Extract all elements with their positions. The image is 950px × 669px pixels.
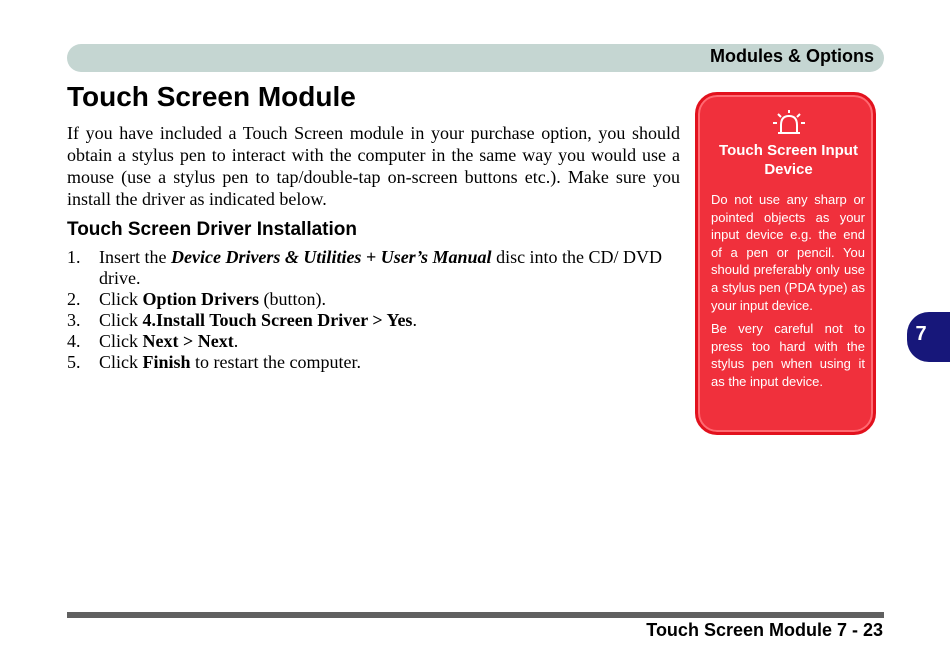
step-item xyxy=(67,352,667,373)
step-item xyxy=(67,310,667,331)
step-number: 1. xyxy=(67,247,81,267)
callout-paragraph: Be very careful not to press too hard with the stylus pen when using it as the input device. xyxy=(711,321,865,389)
step-number: 3. xyxy=(67,310,81,330)
step-item xyxy=(67,289,667,310)
callout-body xyxy=(711,191,865,397)
step-text: Click 4.Install Touch Screen Driver > Yes. xyxy=(99,310,417,330)
callout-paragraph: Do not use any sharp or pointed objects as your input device e.g. the end of a pen or pencil. You should preferably only use a stylus pen (PDA type) as your input device. xyxy=(711,192,865,313)
callout-title: Touch Screen Input Device xyxy=(719,142,858,178)
disc-name: Device Drivers & Utilities + User’s Manual xyxy=(170,247,492,267)
chapter-number: 7 xyxy=(915,323,927,345)
ui-label: Finish xyxy=(142,352,191,372)
step-text: Click Option Drivers (button). xyxy=(99,289,326,309)
header-bar xyxy=(67,44,884,72)
step-number: 2. xyxy=(67,289,81,309)
alarm-icon xyxy=(772,109,806,137)
page-title: Touch Screen Module xyxy=(67,81,356,112)
step-number: 4. xyxy=(67,331,81,351)
ui-label: Next > Next xyxy=(142,331,234,351)
ui-label: Option Drivers xyxy=(142,289,259,309)
step-item xyxy=(67,331,667,352)
footer-page-label: Touch Screen Module 7 - 23 xyxy=(646,620,883,640)
step-number: 5. xyxy=(67,352,81,372)
warning-callout xyxy=(695,92,876,435)
driver-installation-heading: Touch Screen Driver Installation xyxy=(67,219,358,240)
step-text: Insert the Device Drivers & Utilities + User’s Manual disc into the CD/ DVD drive. xyxy=(99,247,663,288)
step-text: Click Next > Next. xyxy=(99,331,239,351)
intro-paragraph: If you have included a Touch Screen module in your purchase option, you should obtain a stylus pen to interact with the computer in the same way you would use a mouse (use a stylus pen to tap/double-tap on-screen buttons etc.). Make sure you install the driver as indicated below. xyxy=(67,123,680,209)
ui-label: 4.Install Touch Screen Driver > Yes xyxy=(142,310,413,330)
installation-steps xyxy=(67,247,667,373)
step-text: Click Finish to restart the computer. xyxy=(99,352,361,372)
chapter-tab xyxy=(907,312,950,362)
section-title: Modules & Options xyxy=(710,46,874,66)
step-item xyxy=(67,247,667,289)
footer-rule xyxy=(67,612,884,618)
